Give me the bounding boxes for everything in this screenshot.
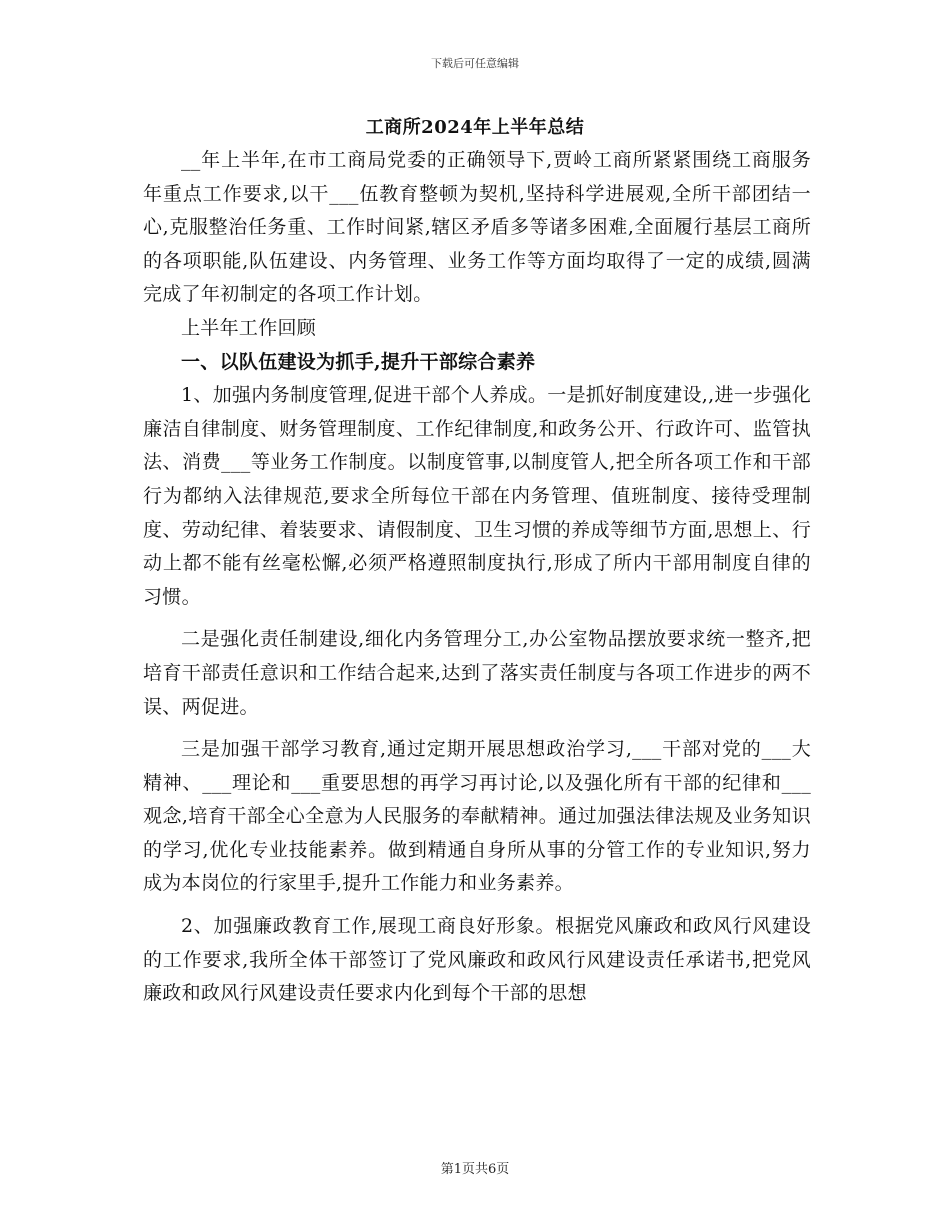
page-number: 第1页共6页 — [440, 1162, 510, 1177]
paragraph-item-1-part-2: 二是强化责任制建设,细化内务管理分工,办公室物品摆放要求统一整齐,把培育干部责任意识和工作结合起来,达到了落实责任制度与各项工作进步的两不误、两促进。 — [143, 628, 811, 718]
paragraph-item-2: 2、加强廉政教育工作,展现工商良好形象。根据党风廉政和政风行风建设的工作要求,我所全体干部签订了党风廉政和政风行风建设责任承诺书,把党风廉政和政风行风建设责任要求内化到每个干部的思想 — [143, 915, 811, 1005]
section-label-review: 上半年工作回顾 — [181, 316, 317, 339]
header-note: 下载后可任意编辑 — [431, 57, 519, 70]
paragraph-item-1-part-3: 三是加强干部学习教育,通过定期开展思想政治学习,___干部对党的___大精神、___理论和___重要思想的再学习再讨论,以及强化所有干部的纪律和___观念,培育干部全心全意为人民服务的奉献精神。通过加强法律法规及业务知识的学习,优化专业技能素养。做到精通自身所从事的分管工作的专业知识,努力成为本岗位的行家里手,提升工作能力和业务素养。 — [143, 738, 811, 895]
paragraph-item-1: 1、加强内务制度管理,促进干部个人养成。一是抓好制度建设,,进一步强化廉洁自律制度、财务管理制度、工作纪律制度,和政务公开、行政许可、监管执法、消费___等业务工作制度。以制度管事,以制度管人,把全所各项工作和干部行为都纳入法律规范,要求全所每位干部在内务管理、值班制度、接待受理制度、劳动纪律、着装要求、请假制度、卫生习惯的养成等细节方面,思想上、行动上都不能有丝毫松懈,必须严格遵照制度执行,形成了所内干部用制度自律的习惯。 — [143, 384, 811, 608]
document-title: 工商所2024年上半年总结 — [365, 117, 585, 138]
section-heading-1: 一、以队伍建设为抓手,提升干部综合素养 — [181, 350, 536, 373]
document-body — [143, 144, 811, 1011]
paragraph-intro: __年上半年,在市工商局党委的正确领导下,贾岭工商所紧紧围绕工商服务年重点工作要求,以干___伍教育整顿为契机,坚持科学进展观,全所干部团结一心,克服整治任务重、工作时间紧,辖区矛盾多等诸多困难,全面履行基层工商所的各项职能,队伍建设、内务管理、业务工作等方面均取得了一定的成绩,圆满完成了年初制定的各项工作计划。 — [143, 149, 811, 306]
